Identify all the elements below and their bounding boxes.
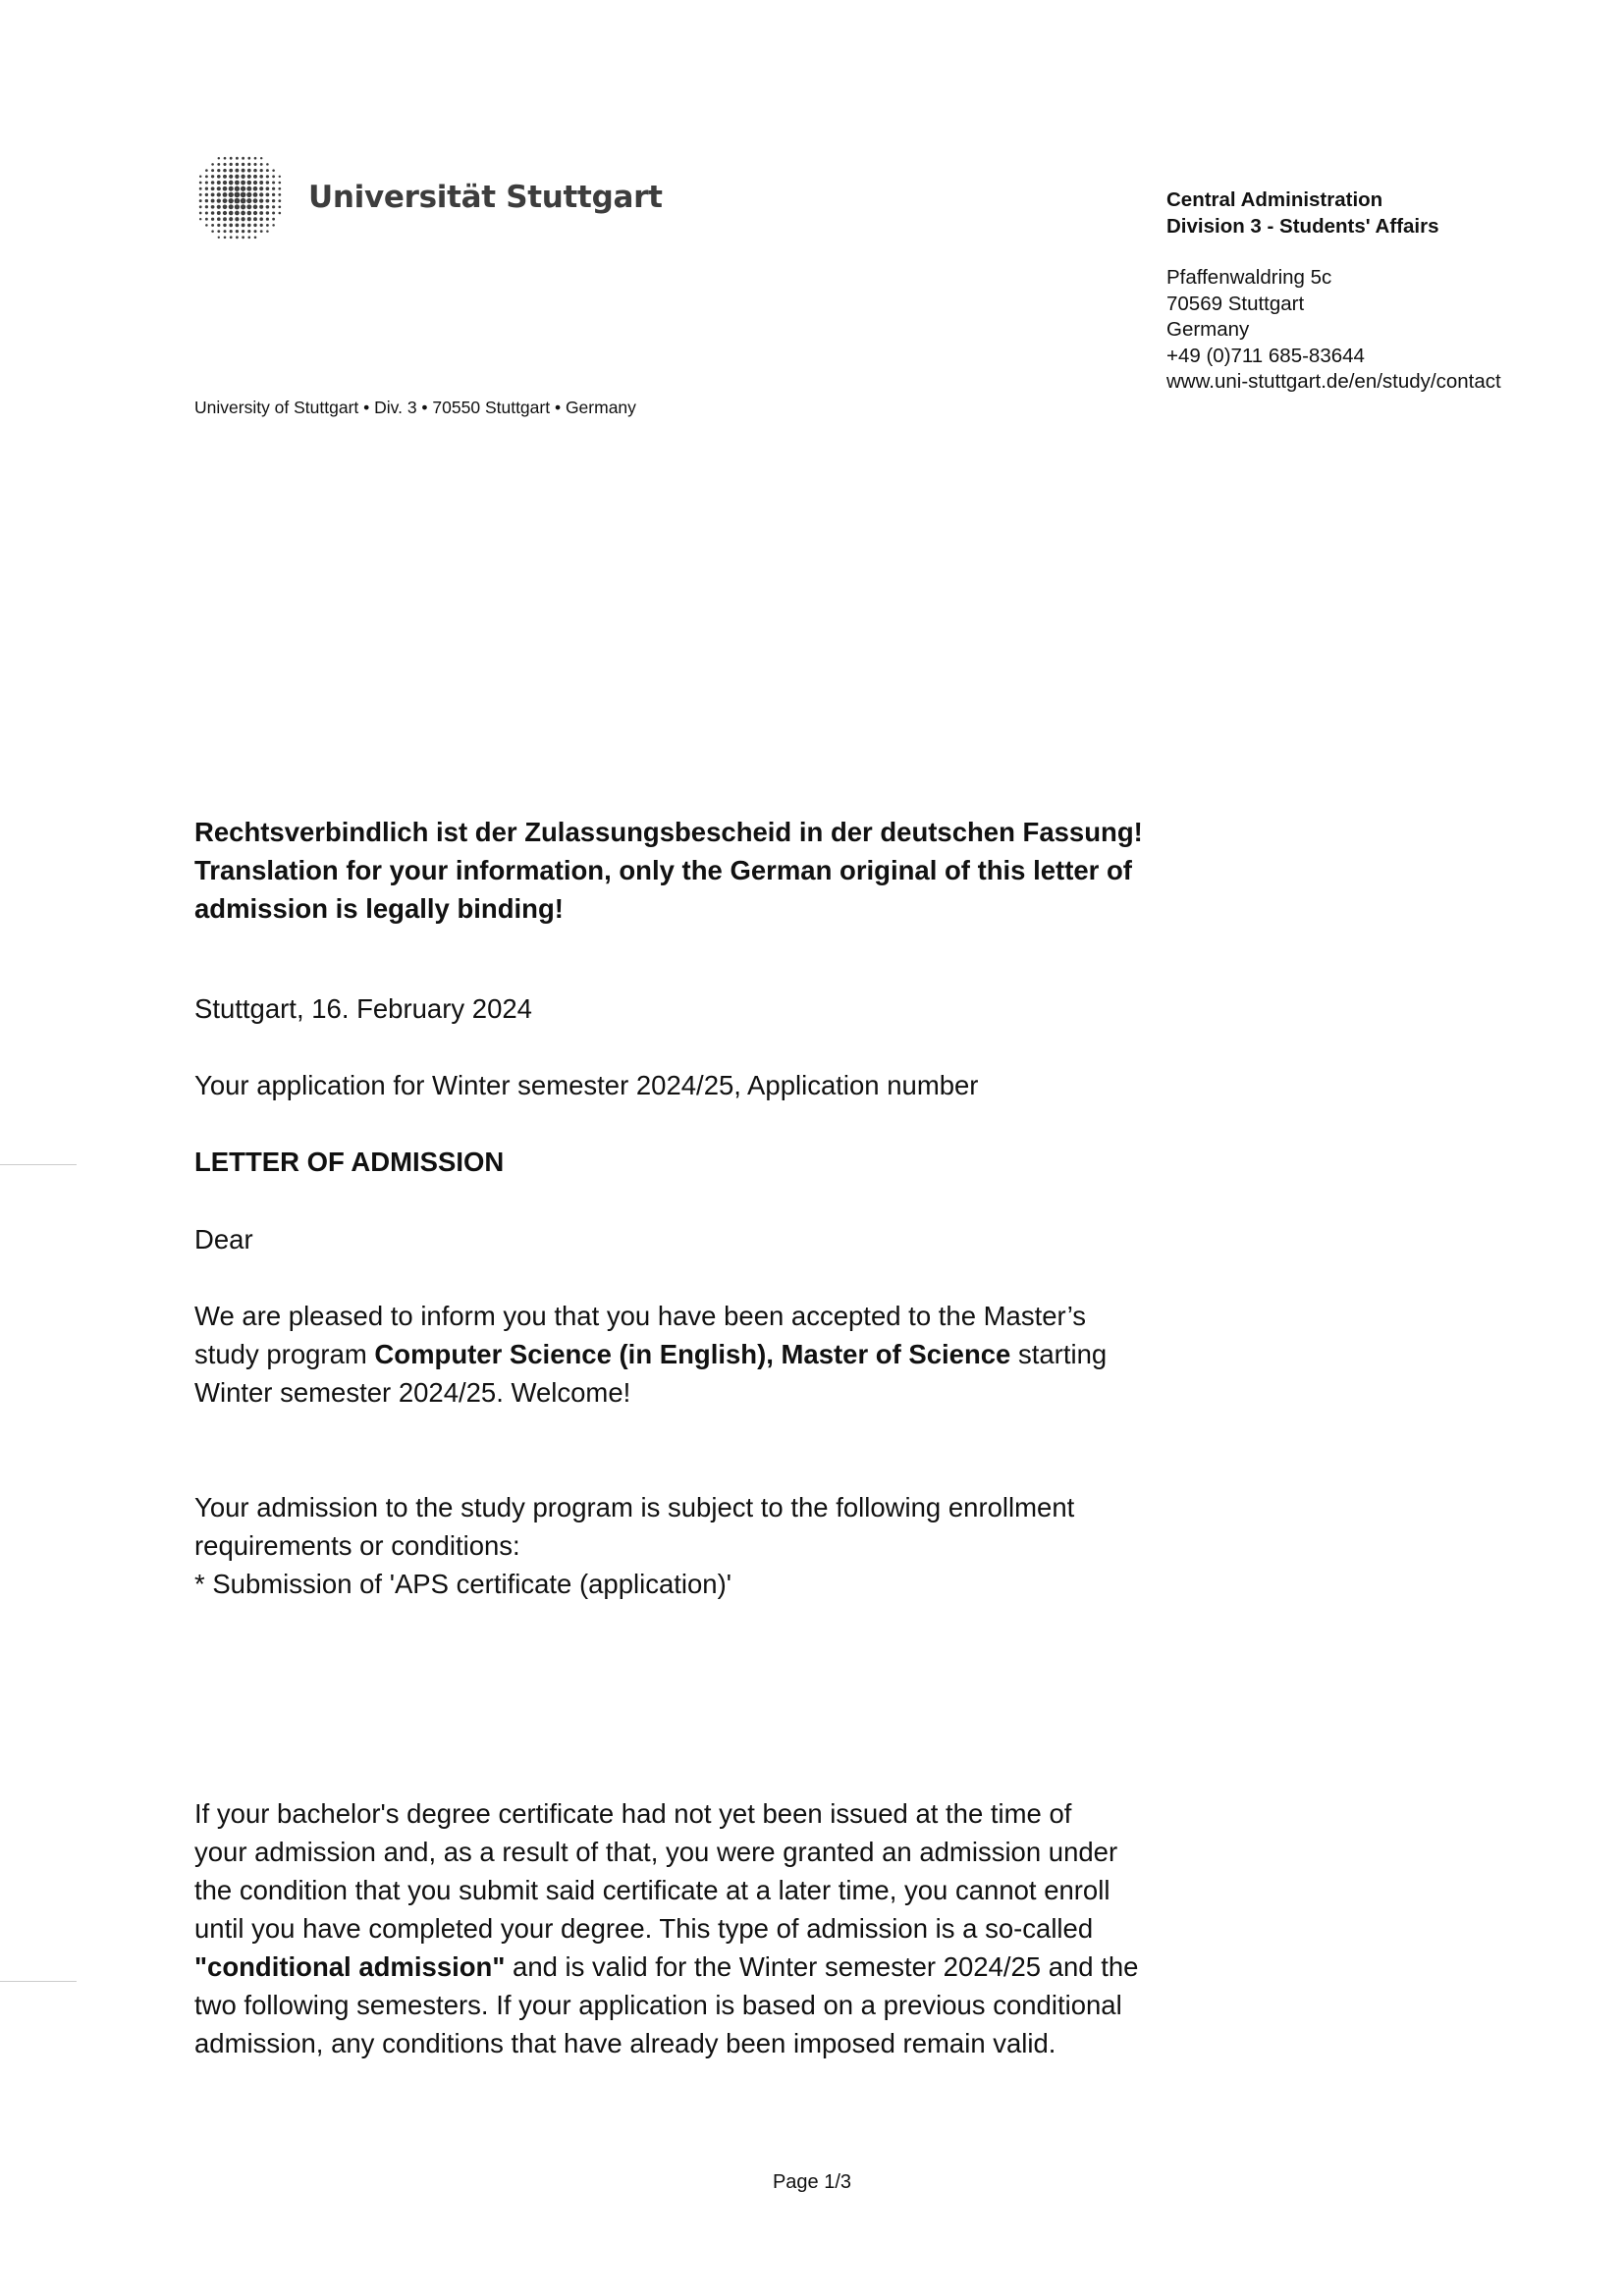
page-number: Page 1/3 xyxy=(772,2171,852,2193)
conditional-line xyxy=(194,1948,1176,1986)
university-name: Universität Stuttgart xyxy=(308,180,663,215)
conditional-line: two following semesters. If your application is based on a previous conditional xyxy=(194,1990,1122,2020)
conditional-admission-term: "conditional admission" xyxy=(194,1951,506,1982)
conditional-line: admission, any conditions that have already been imposed remain valid. xyxy=(194,2028,1056,2058)
conditional-admission-paragraph xyxy=(194,1794,1176,2062)
conditions-paragraph xyxy=(194,1488,1176,1603)
program-suffix: starting xyxy=(1018,1339,1108,1369)
sender-division: Division 3 - Students' Affairs xyxy=(1166,214,1439,238)
admission-line xyxy=(194,1335,1176,1373)
sender-phone: +49 (0)711 685-83644 xyxy=(1166,344,1365,367)
sender-website: www.uni-stuttgart.de/en/study/contact xyxy=(1166,370,1501,393)
sender-street: Pfaffenwaldring 5c xyxy=(1166,266,1332,289)
conditional-line: If your bachelor's degree certificate had not yet been issued at the time of xyxy=(194,1798,1072,1829)
return-address: University of Stuttgart • Div. 3 • 70550 Stuttgart • Germany xyxy=(194,398,636,417)
condition-item: * Submission of 'APS certificate (application)' xyxy=(194,1569,731,1599)
legal-note xyxy=(194,813,1176,928)
university-logo xyxy=(192,150,663,244)
letter-date: Stuttgart, 16. February 2024 xyxy=(194,993,532,1024)
conditional-line: your admission and, as a result of that, you were granted an admission under xyxy=(194,1837,1118,1867)
conditions-line: Your admission to the study program is subject to the following enrollment xyxy=(194,1492,1075,1522)
sender-city: 70569 Stuttgart xyxy=(1166,292,1305,315)
sender-country: Germany xyxy=(1166,318,1250,341)
conditional-line: the condition that you submit said certificate at a later time, you cannot enroll xyxy=(194,1875,1110,1905)
sender-department: Central Administration xyxy=(1166,188,1383,211)
admission-line: We are pleased to inform you that you have been accepted to the Master’s xyxy=(194,1301,1087,1331)
admission-line: Winter semester 2024/25. Welcome! xyxy=(194,1377,631,1408)
university-seal-icon xyxy=(192,150,287,244)
program-prefix: study program xyxy=(194,1339,375,1369)
letter-heading: LETTER OF ADMISSION xyxy=(194,1147,505,1177)
salutation: Dear xyxy=(194,1224,253,1255)
sender-address-block xyxy=(1166,187,1501,396)
conditional-line-rest: and is valid for the Winter semester 2024/25 and the xyxy=(505,1951,1139,1982)
admission-paragraph xyxy=(194,1297,1176,1412)
fold-mark xyxy=(0,1164,77,1165)
conditions-line: requirements or conditions: xyxy=(194,1530,520,1561)
legal-note-line: admission is legally binding! xyxy=(194,893,564,924)
legal-note-line: Translation for your information, only the German original of this letter of xyxy=(194,855,1132,885)
conditional-line: until you have completed your degree. This type of admission is a so-called xyxy=(194,1913,1094,1944)
program-name: Computer Science (in English), Master of Science xyxy=(374,1339,1011,1369)
fold-mark xyxy=(0,1981,77,1982)
legal-note-line: Rechtsverbindlich ist der Zulassungsbescheid in der deutschen Fassung! xyxy=(194,817,1143,847)
application-reference: Your application for Winter semester 2024/25, Application number xyxy=(194,1070,979,1100)
